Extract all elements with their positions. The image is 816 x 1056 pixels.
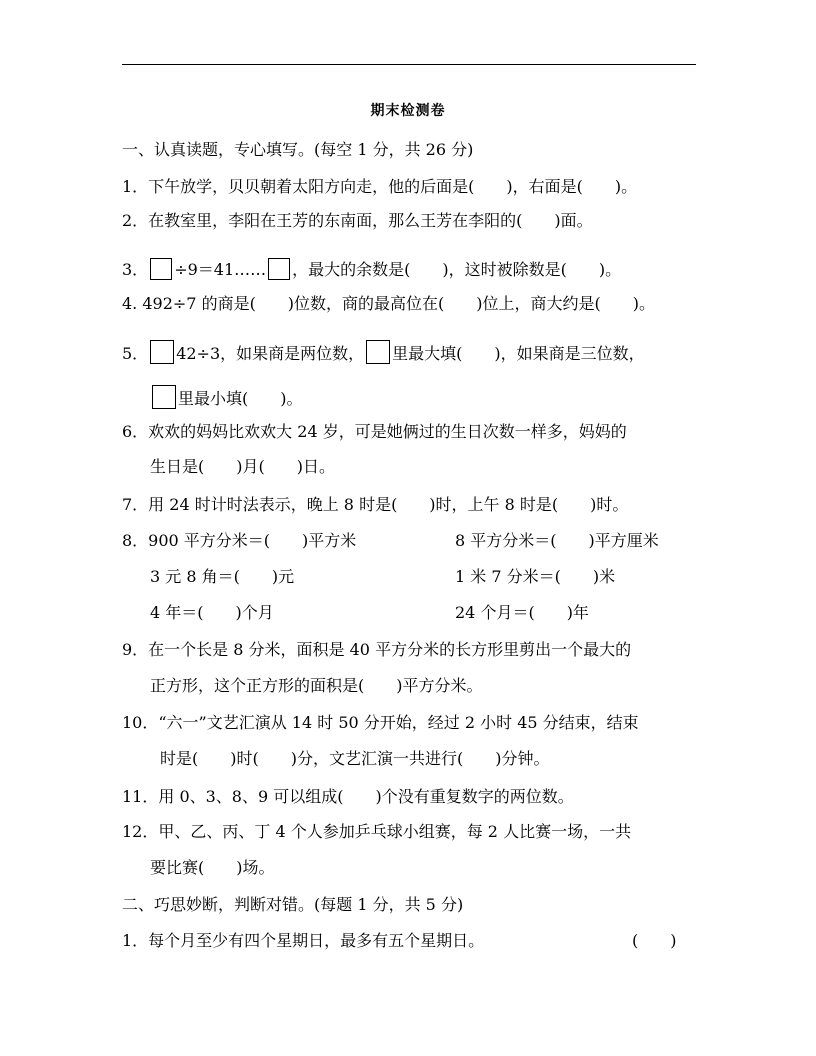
question-12-line-2: 要比赛( )场。 xyxy=(150,858,275,877)
question-8-row2-right: 1 米 7 分米＝( )米 xyxy=(455,567,616,586)
blank-box[interactable] xyxy=(150,258,172,280)
question-8-row3-left: 4 年＝( )个月 xyxy=(150,603,274,622)
question-12-line-1: 12．甲、乙、丙、丁 4 个人参加乒乓球小组赛，每 2 人比赛一场，一共 xyxy=(122,822,632,841)
question-1: 1．下午放学，贝贝朝着太阳方向走，他的后面是( )，右面是( )。 xyxy=(122,177,638,196)
question-5-part-a: 42÷3，如果商是两位数， xyxy=(176,344,365,363)
question-4: 4. 492÷7 的商是( )位数，商的最高位在( )位上，商大约是( )。 xyxy=(122,294,656,313)
question-9-line-2: 正方形，这个正方形的面积是( )平方分米。 xyxy=(150,676,483,695)
question-8-row1-right: 8 平方分米＝( )平方厘米 xyxy=(455,531,659,550)
question-3-middle: ÷9＝41…… xyxy=(174,260,267,279)
question-3 xyxy=(122,258,621,280)
judge-question-1: 1．每个月至少有四个星期日，最多有五个星期日。 xyxy=(122,931,485,950)
question-10-line-1: 10．“六一”文艺汇演从 14 时 50 分开始，经过 2 小时 45 分结束，结束 xyxy=(122,713,639,732)
header-rule xyxy=(122,64,696,65)
blank-box[interactable] xyxy=(150,340,174,364)
section2-heading: 二、巧思妙断，判断对错。(每题 1 分，共 5 分) xyxy=(122,895,464,914)
question-6-line-1: 6．欢欢的妈妈比欢欢大 24 岁，可是她俩过的生日次数一样多，妈妈的 xyxy=(122,422,627,441)
blank-box[interactable] xyxy=(366,340,390,364)
question-9-line-1: 9．在一个长是 8 分米，面积是 40 平方分米的长方形里剪出一个最大的 xyxy=(122,640,632,659)
question-8-row3-right: 24 个月＝( )年 xyxy=(455,603,589,622)
section1-heading: 一、认真读题，专心填写。(每空 1 分，共 26 分) xyxy=(122,140,474,159)
question-8-row2-left: 3 元 8 角＝( )元 xyxy=(150,567,295,586)
page-title: 期末检测卷 xyxy=(370,103,446,119)
blank-box[interactable] xyxy=(268,258,290,280)
question-5-number: 5． xyxy=(122,344,149,363)
judge-answer-parentheses[interactable]: ( ) xyxy=(632,931,677,950)
blank-box[interactable] xyxy=(152,385,176,409)
question-11: 11．用 0、3、8、9 可以组成( )个没有重复数字的两位数。 xyxy=(122,787,574,806)
question-5-part-b: 里最大填( )，如果商是三位数， xyxy=(392,344,645,363)
question-6-line-2: 生日是( )月( )日。 xyxy=(150,457,335,476)
question-7: 7．用 24 时计时法表示，晚上 8 时是( )时，上午 8 时是( )时。 xyxy=(122,495,629,514)
question-2: 2．在教室里，李阳在王芳的东南面，那么王芳在李阳的( )面。 xyxy=(122,211,593,230)
question-3-number: 3． xyxy=(122,260,149,279)
question-8-row1-left: 8．900 平方分米＝( )平方米 xyxy=(122,531,357,550)
question-5-line-2 xyxy=(150,385,303,409)
question-3-end: ，最大的余数是( )，这时被除数是( )。 xyxy=(292,260,622,279)
question-5-part-c: 里最小填( )。 xyxy=(178,389,303,408)
question-5 xyxy=(122,340,645,364)
question-10-line-2: 时是( )时( )分，文艺汇演一共进行( )分钟。 xyxy=(160,749,550,768)
